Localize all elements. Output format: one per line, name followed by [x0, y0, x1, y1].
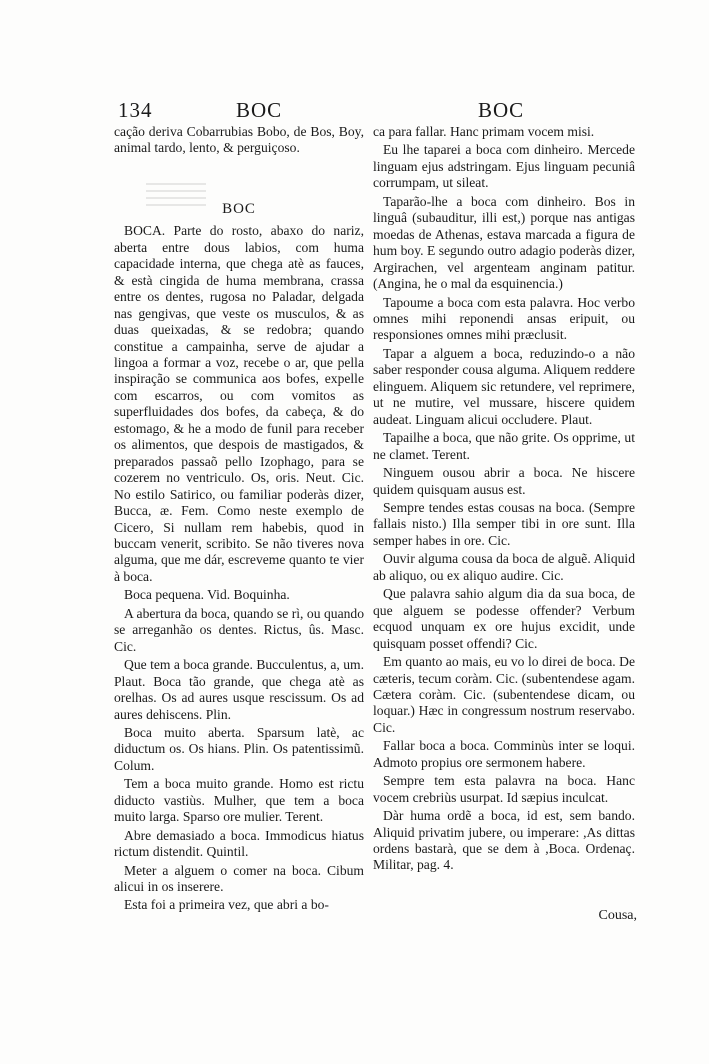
entry-paragraph: Boca muito aberta. Sparsum latè, ac diductum os. Os hians. Plin. Os patentissimũ. Colum. — [114, 724, 364, 773]
carry-over-paragraph: cação deriva Cobarrubias Bobo, de Bos, Boy, animal tardo, lento, & perguiçoso. — [114, 124, 364, 156]
entry-paragraph: Eu lhe taparei a boca com dinheiro. Mercede linguam ejus adstringam. Ejus linguam pecuniâ corrumpam, ut sileat. — [373, 142, 635, 191]
entry-paragraph: Que palavra sahio algum dia da sua boca, de que alguem se podesse offender? Verbum ecquod unquam ex ore hujus excidit, unde quisquam posset offendi? Cic. — [373, 586, 635, 651]
entry-paragraph: Fallar boca a boca. Comminùs inter se loqui. Admoto propius ore sermonem habere. — [373, 738, 635, 770]
entry-paragraph: Abre demasiado a boca. Immodicus hiatus rictum distendit. Quintil. — [114, 827, 364, 860]
entry-paragraph: Ninguem ousou abrir a boca. Ne hiscere quidem quisquam ausus est. — [373, 465, 635, 497]
page-number: 134 — [118, 98, 153, 122]
entry-paragraph: Dàr huma ordẽ a boca, id est, sem bando. Aliquid privatim jubere, ou imperare: ,As dittas ordens bastarà, que se dem à ,Boca. Ordenaç. Militar, pag. 4. — [373, 808, 635, 873]
entry-paragraph: BOCA. Parte do rosto, abaxo do nariz, aberta entre dous labios, com huma capacidade interna, que chega atè as fauces, & està cingida de huma membrana, crassa entre os dentes, rugosa no Paladar, delgada nas gengivas, que veste os musculos, & as duas queixadas, & se redobra; quando constitue a campainha, serve de ajudar a lingoa a formar a voz, recebe o ar, que pella inspiração se communica aos bofes, expelle com escarros, ou com vomitos as superfluidades dos bofes, da cabeça, & do estomago, & he a modo de funil para receber os alimentos, que despois de mastigados, & preparados passaõ pello Izophago, para se cozerem no ventriculo. Os, oris. Neut. Cic. No estilo Satirico, ou familiar poderàs dizer, Bucca, æ. Fem. Como neste exemplo de Cicero, Si nullam rem habebis, quod in buccam venerit, scribito. Se não tiveres nova alguma, que me dár, escreveme quanto te vier à boca. — [114, 223, 364, 584]
entry-paragraph: Em quanto ao mais, eu vo lo direi de boca. De cæteris, tecum coràm. Cic. (subentendese agam. Cætera coràm. Cic. (subentendese dicam, ou loquar.) Hæc in congressum nostrum reservabo. Cic. — [373, 654, 635, 735]
entry-paragraph: Tapailhe a boca, que não grite. Os opprime, ut ne clamet. Terent. — [373, 430, 635, 462]
running-head-right: BOC — [478, 98, 525, 122]
entry-paragraph: Tapoume a boca com esta palavra. Hoc verbo omnes mihi reponendi ansas eripuit, ou responsiones omnes mihi præclusit. — [373, 294, 635, 343]
entry-paragraph: Sempre tendes estas cousas na boca. (Sempre fallais nisto.) Illa semper tibi in ore sunt. Illa semper habes in ore. Cic. — [373, 499, 635, 548]
running-head-left: BOC — [236, 98, 283, 122]
entry-paragraph: A abertura da boca, quando se rì, ou quando se arreganhão os dentes. Rictus, ûs. Masc. Cic. — [114, 605, 364, 654]
section-title: BOC — [222, 200, 256, 217]
entry-paragraph: Tapar a alguem a boca, reduzindo-o a não saber responder cousa alguma. Aliquem reddere elinguem. Aliquem sic retundere, vel reprimere, ut ne mutire, vel mussare, hiscere quidem audeat. Linguam alicui occludere. Plaut. — [373, 345, 635, 427]
entry-paragraph: Meter a alguem o comer na boca. Cibum alicui in os inserere. — [114, 862, 364, 895]
left-column — [114, 124, 364, 916]
entry-paragraph: Boca pequena. Vid. Boquinha. — [124, 587, 290, 603]
right-column — [373, 124, 635, 876]
entry-paragraph: Esta foi a primeira vez, que abri a bo- — [124, 897, 329, 913]
entry-paragraph: Taparão-lhe a boca com dinheiro. Bos in linguâ (subauditur, illi est,) porque nas antigas moedas de Athenas, estava marcada a figura de hum boy. E segundo outro adagio poderàs dizer, Argirachen, vel argenteam anginam patitur. (Angina, he o mal da esquinencia.) — [373, 193, 635, 292]
entry-paragraph: Tem a boca muito grande. Homo est rictu diducto vastiùs. Mulher, que tem a boca muito larga. Sparso ore mulier. Terent. — [114, 776, 364, 825]
entry-paragraph: Ouvir alguma cousa da boca de alguẽ. Aliquid ab aliquo, ou ex aliquo audire. Cic. — [373, 551, 635, 583]
entry-paragraph: Que tem a boca grande. Bucculentus, a, um. Plaut. Boca tão grande, que chega atè as orelhas. Os ad aures usque rescissum. Os ad aures dehiscens. Plin. — [114, 657, 364, 722]
entry-paragraph: Sempre tem esta palavra na boca. Hanc vocem crebriùs usurpat. Id sæpius inculcat. — [373, 773, 635, 805]
catchword: Cousa, — [598, 908, 637, 923]
entry-paragraph: ca para fallar. Hanc primam vocem misi. — [373, 124, 595, 139]
